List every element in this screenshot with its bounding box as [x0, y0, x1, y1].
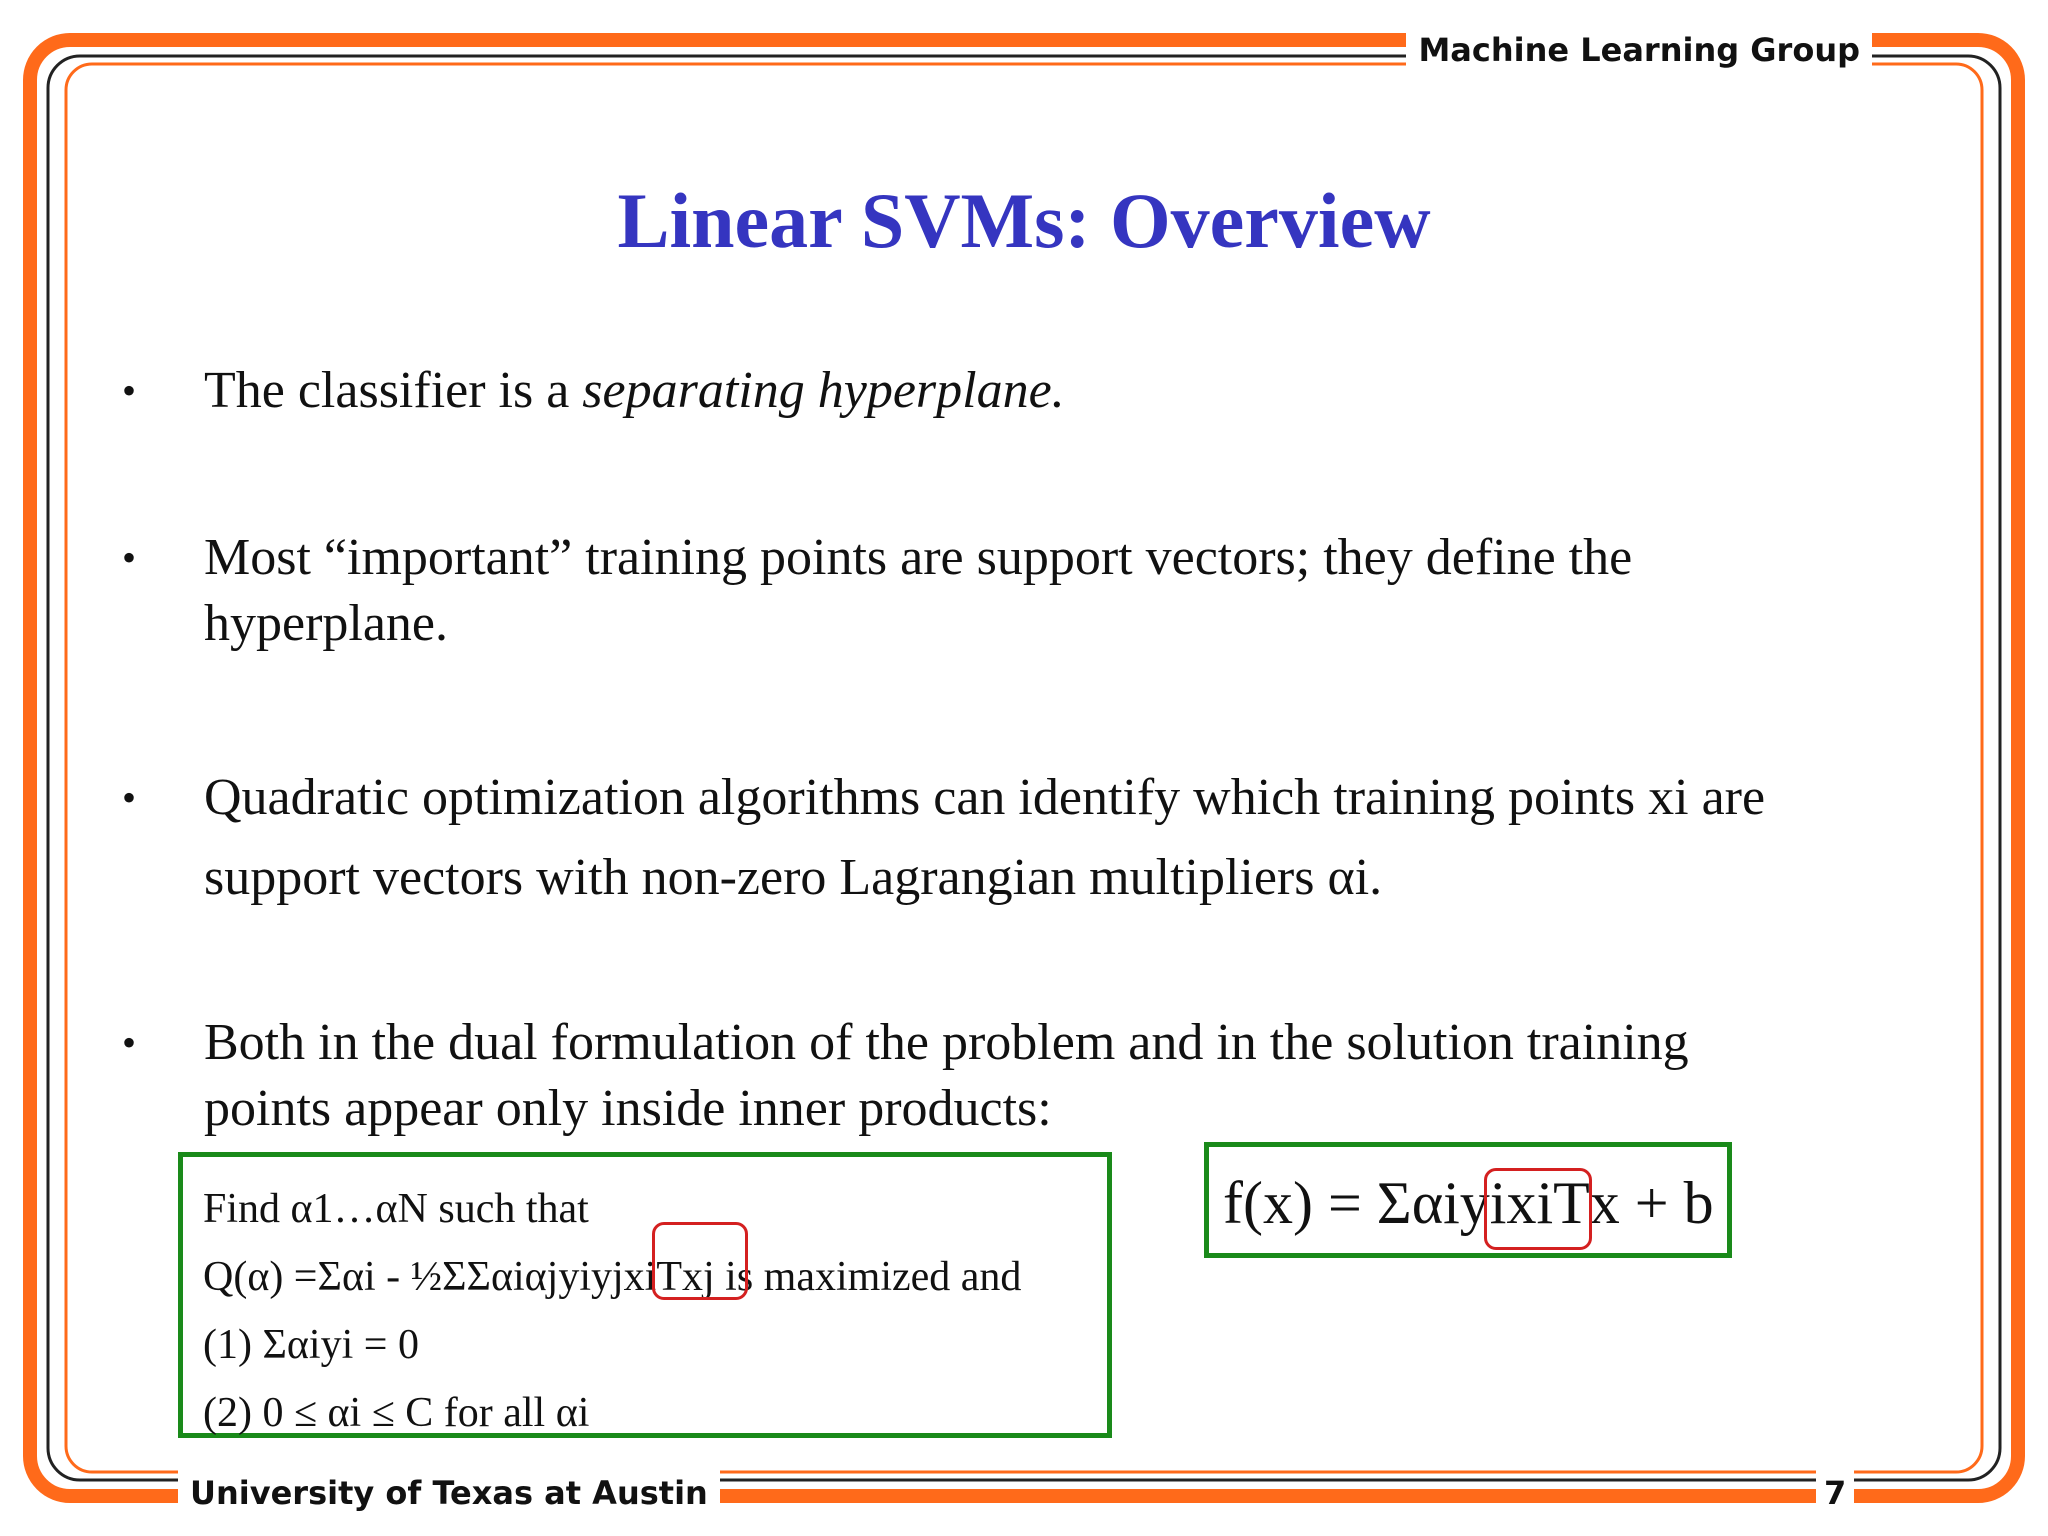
bullet-dot: • — [122, 775, 137, 820]
dual-row-2: Q(α) =Σαi - ½ΣΣαiαjyiyjxiTxj is maximized and — [203, 1254, 1022, 1300]
bullet-1-text: The classifier is a — [204, 362, 583, 419]
dual-row-3: (1) Σαiyi = 0 — [203, 1322, 419, 1368]
dual-row-1: Find α1…αN such that — [203, 1186, 589, 1232]
page-number: 7 — [1816, 1468, 1854, 1518]
inner-product-highlight-solution — [1484, 1168, 1592, 1250]
dual-formulation-box — [178, 1152, 1112, 1438]
header-group-name: Machine Learning Group — [1406, 24, 1872, 76]
solution-formula: f(x) = ΣαiyixiTx + b — [1223, 1170, 1714, 1236]
footer-university: University of Texas at Austin — [178, 1468, 720, 1518]
bullet-2-line-2: hyperplane. — [204, 595, 449, 652]
bullet-4-line-1: Both in the dual formulation of the problem and in the solution training — [204, 1014, 1689, 1071]
bullet-4-line-2: points appear only inside inner products: — [204, 1080, 1052, 1137]
bullet-3-line-2: support vectors with non-zero Lagrangian multipliers αi. — [204, 849, 1383, 906]
bullet-1-italic: separating hyperplane. — [582, 362, 1065, 419]
bullet-2-line-1: Most “important” training points are support vectors; they define the — [204, 529, 1633, 586]
bullet-dot: • — [122, 1020, 137, 1065]
dual-row-4: (2) 0 ≤ αi ≤ C for all αi — [203, 1390, 590, 1436]
bullet-3-line-1: Quadratic optimization algorithms can identify which training points xi are — [204, 769, 1766, 826]
slide-title: Linear SVMs: Overview — [617, 177, 1431, 264]
inner-product-highlight-dual — [652, 1222, 748, 1300]
bullet-dot: • — [122, 535, 137, 580]
solution-box — [1204, 1142, 1732, 1258]
bullet-dot: • — [122, 368, 137, 413]
